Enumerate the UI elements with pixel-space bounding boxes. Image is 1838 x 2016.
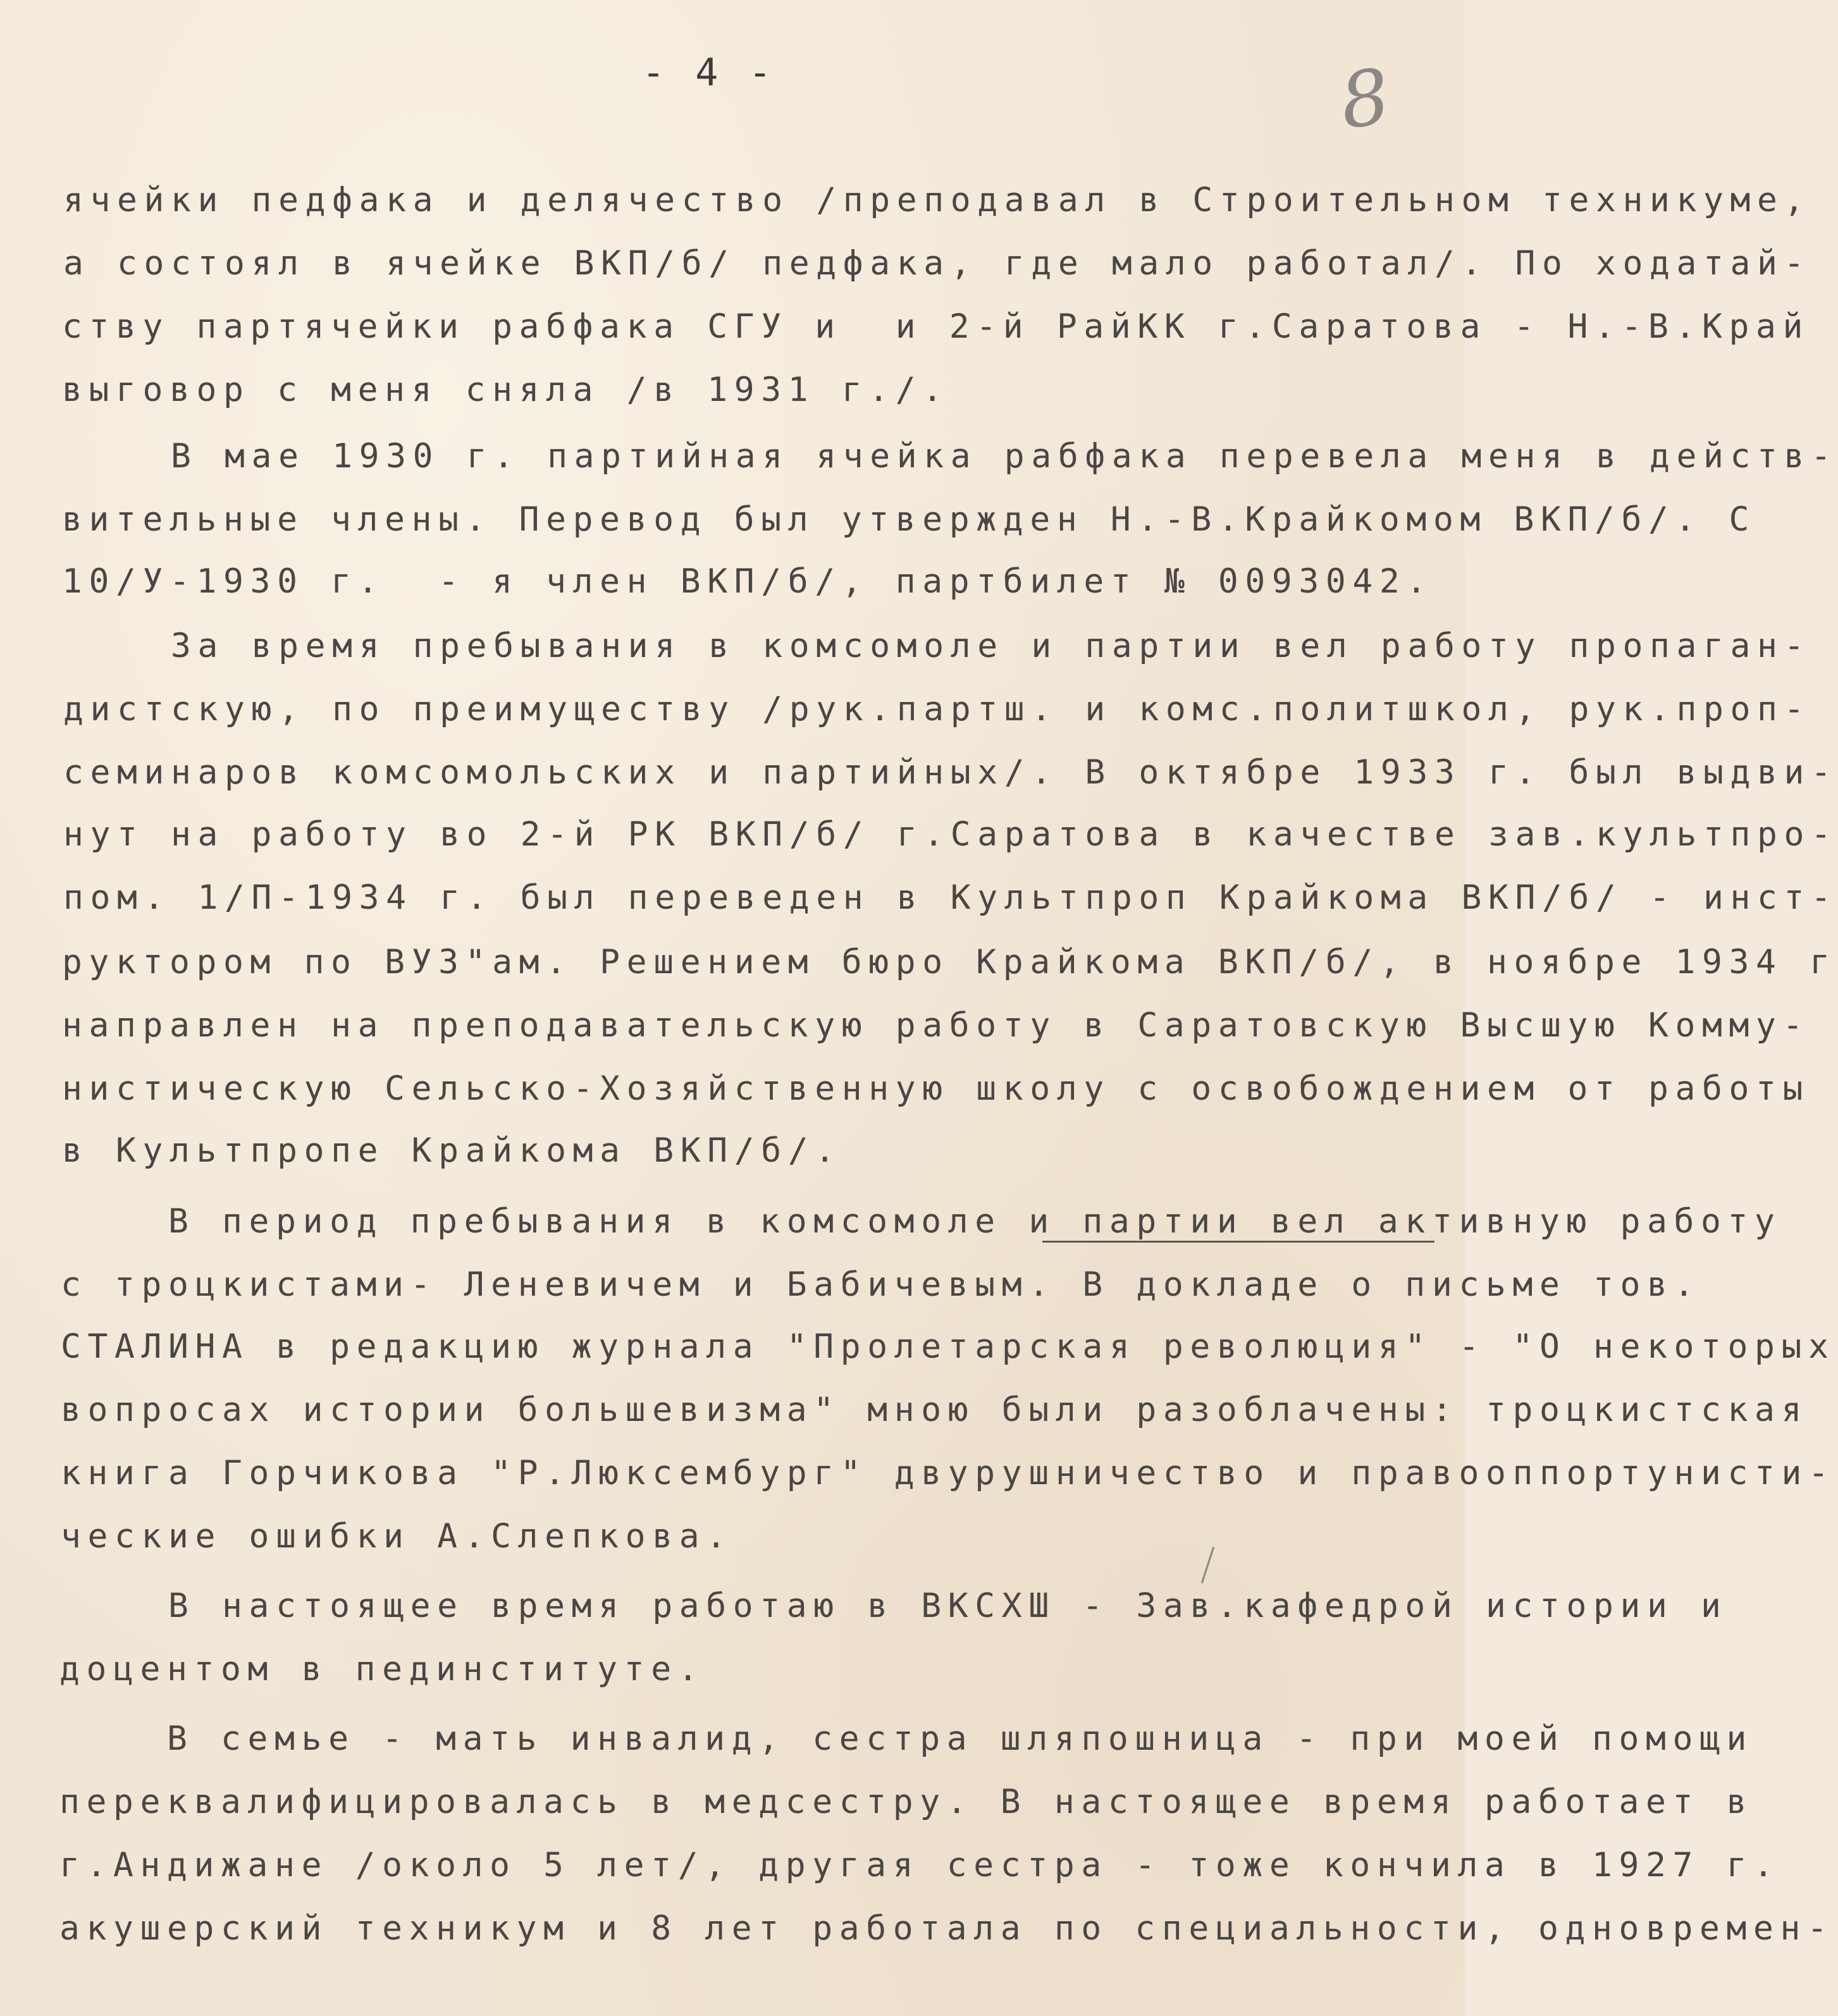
text-line-02: а состоял в ячейке ВКП/б/ педфака, где мало работал/. По ходатай- bbox=[63, 244, 1811, 283]
text-line-03: ству партячейки рабфака СГУ и и 2-й РайКК г.Саратова - Н.-В.Край bbox=[62, 307, 1810, 346]
text-line-16: в Культпропе Крайкома ВКП/б/. bbox=[62, 1131, 842, 1170]
text-line-28: акушерский техникум и 8 лет работала по специальности, одновремен- bbox=[59, 1909, 1834, 1948]
pencil-underline bbox=[1042, 1241, 1434, 1243]
text-line-26: переквалифицировалась в медсестру. В настоящее время работает в bbox=[59, 1783, 1754, 1821]
text-line-21: книга Горчикова "Р.Люксембург" двурушничество и правооппортунисти- bbox=[61, 1454, 1835, 1492]
text-line-04: выговор с меня сняла /в 1931 г./. bbox=[62, 371, 949, 409]
text-line-17: В период пребывания в комсомоле и партии вел активную работу bbox=[61, 1202, 1782, 1241]
text-line-20: вопросах истории большевизма" мною были разоблачены: троцкистская bbox=[61, 1391, 1809, 1429]
text-line-08: За время пребывания в комсомоле и партии вел работу пропаган- bbox=[63, 627, 1811, 665]
text-line-01: ячейки педфака и делячество /преподавал в Строительном техникуме, bbox=[63, 181, 1811, 219]
text-line-19: СТАЛИНА в редакцию журнала "Пролетарская революция" - "О некоторых bbox=[61, 1327, 1835, 1366]
text-line-14: направлен на преподавательскую работу в Саратовскую Высшую Комму- bbox=[62, 1006, 1810, 1045]
text-line-23: В настоящее время работаю в ВКСХШ - Зав.кафедрой истории и bbox=[61, 1587, 1728, 1625]
text-line-27: г.Андижане /около 5 лет/, другая сестра - тоже кончила в 1927 г. bbox=[59, 1846, 1780, 1884]
text-line-10: семинаров комсомольских и партийных/. В октябре 1933 г. был выдви- bbox=[63, 753, 1838, 792]
text-line-07: 10/У-1930 г. - я член ВКП/б/, партбилет № 0093042. bbox=[62, 562, 1433, 601]
text-line-15: нистическую Сельско-Хозяйственную школу с освобождением от работы bbox=[62, 1069, 1810, 1108]
archive-pencil-number: 8 bbox=[1335, 52, 1395, 147]
text-line-06: вительные члены. Перевод был утвержден Н.-В.Крайкомом ВКП/б/. С bbox=[62, 500, 1756, 539]
text-line-12: пом. 1/П-1934 г. был переведен в Культпроп Крайкома ВКП/б/ - инст- bbox=[63, 878, 1838, 917]
text-line-22: ческие ошибки А.Слепкова. bbox=[61, 1517, 733, 1556]
text-line-25: В семье - мать инвалид, сестра шляпошница - при моей помощи bbox=[59, 1719, 1754, 1758]
text-line-13: руктором по ВУЗ"ам. Решением бюро Крайкома ВКП/б/, в ноябре 1934 г bbox=[62, 943, 1837, 981]
text-line-18: с троцкистами- Леневичем и Бабичевым. В докладе о письме тов. bbox=[61, 1265, 1701, 1304]
page-number: - 4 - bbox=[642, 51, 775, 95]
text-line-11: нут на работу во 2-й РК ВКП/б/ г.Саратова в качестве зав.культпро- bbox=[63, 815, 1838, 854]
text-line-05: В мае 1930 г. партийная ячейка рабфака перевела меня в действ- bbox=[63, 437, 1838, 476]
text-line-09: дистскую, по преимуществу /рук.партш. и комс.политшкол, рук.проп- bbox=[63, 690, 1811, 728]
text-line-24: доцентом в пединституте. bbox=[59, 1650, 705, 1688]
pencil-tick-mark bbox=[1201, 1547, 1214, 1583]
